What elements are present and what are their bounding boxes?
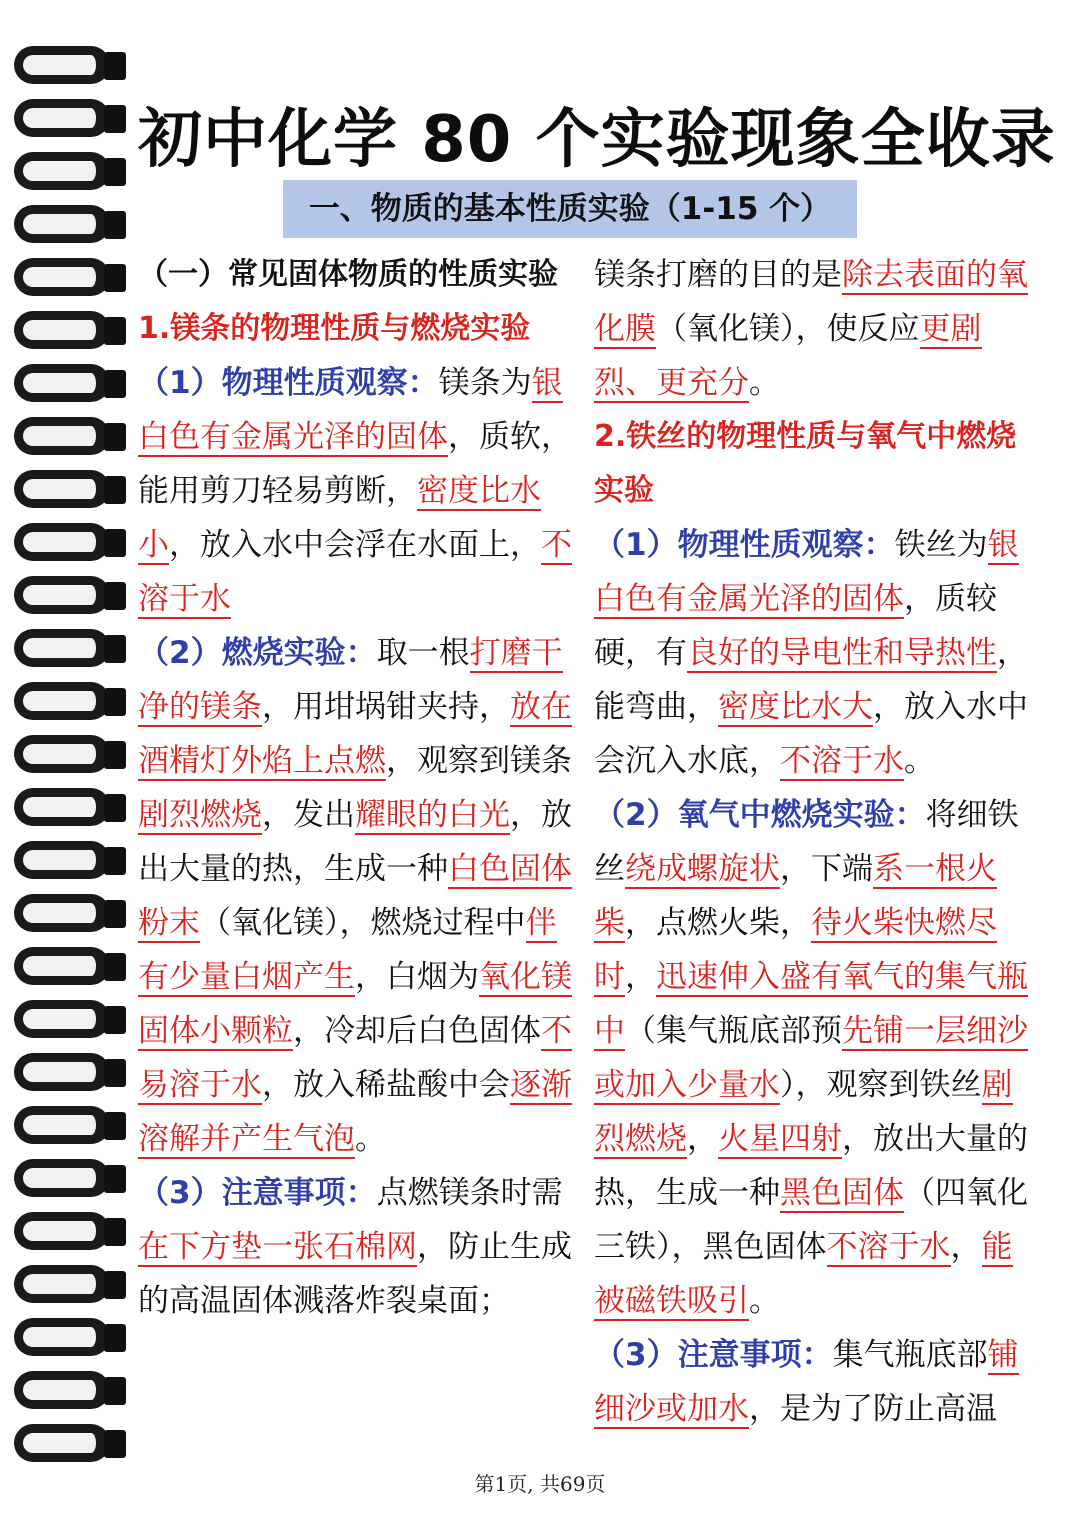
key-point: 逐渐溶解并产生气泡: [138, 1067, 572, 1157]
text: 集气瓶底部: [832, 1337, 988, 1373]
text: ，: [687, 1121, 718, 1157]
key-point: 铺细沙或加水: [594, 1337, 1019, 1427]
key-point: 绕成螺旋状: [625, 851, 780, 887]
key-point: 放在酒精灯外焰上点燃: [138, 689, 572, 779]
label-notes: （3）注意事项：: [138, 1175, 377, 1211]
experiment-1-title: 1.镁条的物理性质与燃烧实验: [138, 311, 531, 346]
key-point: 不溶于水: [780, 743, 904, 779]
text: 。: [904, 743, 935, 779]
text: ，质较硬，有: [594, 581, 997, 671]
text: ，冷却后白色固体: [293, 1013, 541, 1049]
text: ，: [625, 959, 656, 995]
text: ，放出大量的热，生成一种: [138, 797, 572, 887]
spiral-ring-icon: [8, 146, 126, 200]
text: ，用坩埚钳夹持，: [262, 689, 510, 725]
spiral-ring-icon: [8, 1365, 126, 1419]
text: ，是为了防止高温: [749, 1391, 997, 1427]
spiral-ring-icon: [8, 252, 126, 306]
spiral-ring-icon: [8, 729, 126, 783]
key-point: 除去表面的氧化膜: [594, 257, 1028, 347]
paragraph-physical-properties: [138, 356, 578, 626]
spiral-ring-icon: [8, 411, 126, 465]
text: ，: [950, 1229, 982, 1265]
key-point: 剧烈燃烧: [594, 1067, 1013, 1157]
text: （集气瓶底部预: [625, 1013, 842, 1049]
section-banner: 一、物质的基本性质实验（1-15 个）: [283, 180, 857, 238]
key-point: 更剧烈、更充分: [594, 311, 982, 401]
spiral-ring-icon: [8, 1206, 126, 1260]
spiral-ring-icon: [8, 358, 126, 412]
key-point: 迅速伸入盛有氧气的集气瓶中: [594, 959, 1028, 1049]
text: ，发出: [262, 797, 355, 833]
text: （四氧化三铁），黑色固体: [594, 1175, 1028, 1265]
text: 点燃镁条时需: [376, 1175, 563, 1211]
key-point: 打磨干净的镁条: [138, 635, 563, 725]
spiral-ring-icon: [8, 623, 126, 677]
spiral-ring-icon: [8, 464, 126, 518]
paragraph-iron-properties: [594, 518, 1034, 788]
key-point: 良好的导电性和导热性: [687, 635, 997, 671]
spiral-ring-icon: [8, 199, 126, 253]
text: ，观察到镁条: [386, 743, 572, 779]
left-column: [138, 248, 578, 1328]
text: ，放入稀盐酸中会: [262, 1067, 510, 1103]
key-point: 在下方垫一张石棉网: [138, 1229, 417, 1265]
paragraph-notes: [138, 1166, 578, 1328]
page-title: 初中化学 80 个实验现象全收录: [138, 103, 1056, 177]
label-oxygen: （2）氧气中燃烧实验：: [594, 797, 926, 833]
spiral-ring-icon: [8, 570, 126, 624]
spiral-ring-icon: [8, 676, 126, 730]
text: 。: [749, 365, 780, 401]
spiral-ring-icon: [8, 941, 126, 995]
text: 镁条为: [438, 365, 532, 401]
text: ，放入水中会沉入水底，: [594, 689, 1028, 779]
key-point: 白色固体粉末: [138, 851, 572, 941]
text: （氧化镁），燃烧过程中: [200, 905, 526, 941]
text: ，质软，能用剪刀轻易剪断，: [138, 419, 572, 509]
key-point: 不易溶于水: [138, 1013, 572, 1103]
key-point: 黑色固体: [780, 1175, 904, 1211]
key-point: 氧化镁固体小颗粒: [138, 959, 572, 1049]
text: 镁条打磨的目的是: [594, 257, 842, 293]
text: ，能弯曲，: [594, 635, 1028, 725]
spiral-ring-icon: [8, 1153, 126, 1207]
text: ），观察到铁丝: [780, 1067, 982, 1103]
key-point: 先铺一层细沙或加入少量水: [594, 1013, 1028, 1103]
subheading: （一）常见固体物质的性质实验: [138, 257, 558, 292]
right-column: [594, 248, 1034, 1436]
label-notes: （3）注意事项：: [594, 1337, 833, 1373]
paragraph-polish-purpose: [594, 248, 1034, 410]
spiral-ring-icon: [8, 782, 126, 836]
spiral-ring-icon: [8, 994, 126, 1048]
spiral-ring-icon: [8, 93, 126, 147]
key-point: 密度比水大: [718, 689, 873, 725]
text: 。: [749, 1283, 780, 1319]
text: ，白烟为: [355, 959, 479, 995]
key-point: 系一根火柴: [594, 851, 997, 941]
text: （氧化镁），使反应: [656, 311, 920, 347]
text: 取一根: [376, 635, 470, 671]
label-physical: （1）物理性质观察：: [594, 527, 895, 563]
key-point: 不溶于水: [826, 1229, 951, 1265]
key-point: 密度比水小: [138, 473, 541, 563]
text: ，放出大量的热，生成一种: [594, 1121, 1028, 1211]
text: ，点燃火柴，: [625, 905, 811, 941]
page-footer: 第1页, 共69页: [474, 1472, 606, 1496]
spiral-ring-icon: [8, 1047, 126, 1101]
spiral-ring-icon: [8, 517, 126, 571]
label-physical: （1）物理性质观察：: [138, 365, 439, 401]
key-point: 银白色有金属光泽的固体: [138, 365, 563, 455]
text: 铁丝为: [894, 527, 988, 563]
spiral-ring-icon: [8, 1259, 126, 1313]
paragraph-combustion: [138, 626, 578, 1166]
spiral-ring-icon: [8, 1418, 126, 1472]
text: ，防止生成的高温固体溅落炸裂桌面；: [138, 1229, 572, 1319]
experiment-2-title: 2.铁丝的物理性质与氧气中燃烧实验: [594, 419, 1017, 508]
spiral-ring-icon: [8, 1100, 126, 1154]
key-point: 火星四射: [718, 1121, 842, 1157]
key-point: 待火柴快燃尽时: [594, 905, 997, 995]
text: 。: [355, 1121, 386, 1157]
spiral-ring-icon: [8, 40, 126, 94]
spiral-ring-icon: [8, 888, 126, 942]
text: ，放入水中会浮在水面上，: [169, 527, 541, 563]
label-combustion: （2）燃烧实验：: [138, 635, 377, 671]
spiral-ring-icon: [8, 1312, 126, 1366]
paragraph-iron-notes: [594, 1328, 1034, 1436]
text: 将细铁丝: [594, 797, 1019, 887]
key-point: 耀眼的白光: [355, 797, 510, 833]
key-point: 剧烈燃烧: [138, 797, 262, 833]
spiral-ring-icon: [8, 305, 126, 359]
key-point: 伴有少量白烟产生: [138, 905, 557, 995]
key-point: 能被磁铁吸引: [594, 1229, 1013, 1319]
spiral-binding: [0, 40, 135, 1480]
spiral-ring-icon: [8, 835, 126, 889]
text: ，下端: [780, 851, 873, 887]
paragraph-oxygen-combustion: [594, 788, 1034, 1328]
key-point: 银白色有金属光泽的固体: [594, 527, 1019, 617]
key-point: 不溶于水: [138, 527, 572, 617]
